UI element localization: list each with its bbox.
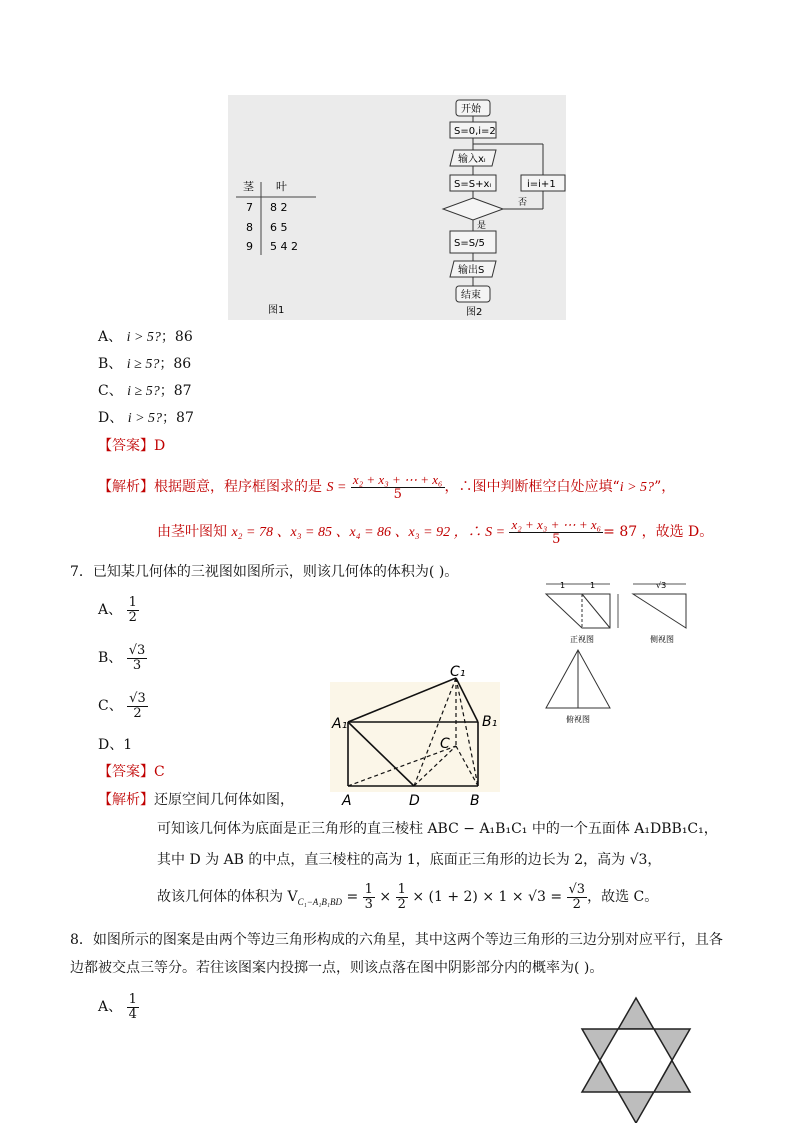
label-b1: B₁ xyxy=(482,714,498,730)
option-label: A、 xyxy=(98,329,123,345)
label-c: C xyxy=(440,736,450,752)
three-views-figure xyxy=(538,578,698,728)
label-c1: C₁ xyxy=(450,664,466,680)
answer-value: C xyxy=(154,764,165,780)
analysis-text: = 87 ，故选 D。 xyxy=(603,524,714,540)
flow-yes: 是 xyxy=(477,221,487,231)
fraction-numerator: 1 xyxy=(128,594,137,610)
hexagram-svg xyxy=(576,996,696,1123)
fraction-denominator: 5 xyxy=(552,531,561,547)
analysis-text: = xyxy=(342,889,363,905)
option-value: ；87 xyxy=(159,383,192,399)
analysis-cond: i > 5? xyxy=(619,480,655,495)
fraction-numerator: √3 xyxy=(129,690,146,706)
side-dim: √3 xyxy=(656,581,667,590)
analysis-values: x₂ = 78 、x₃ = 85 、x₄ = 86 、x₃ = 92 ，∴ S = xyxy=(231,525,506,540)
flow-no: 否 xyxy=(518,198,528,208)
option-cond: i > 5? xyxy=(126,330,161,345)
q6-analysis-line1: 【解析】根据题意，程序框图求的是 S = $\frac{\text{x₂ + x₃ + ⋯ + x₆}}{5}$ ，∴图中判断框空白处应填“i > 5?”， xyxy=(98,471,676,502)
q7-analysis-1: 可知该几何体为底面是正三角形的直三棱柱 ABC − A₁B₁C₁ 中的一个五面体 A₁DBB₁C₁， xyxy=(157,821,718,837)
q6-option-b xyxy=(98,354,191,375)
sum-fraction-2 xyxy=(509,518,603,547)
fig2-caption: 图2 xyxy=(466,307,483,318)
answer-value: D xyxy=(154,438,166,454)
fig1-caption: 图1 xyxy=(268,305,285,316)
leaves-1: 6 5 xyxy=(270,221,288,234)
analysis-text: ，∴图中判断框空白处应填“ xyxy=(444,479,620,495)
q6-analysis-line2 xyxy=(157,517,713,548)
option-cond: i ≥ 5? xyxy=(126,357,160,372)
q7-answer xyxy=(98,762,165,782)
front-view-caption: 正视图 xyxy=(570,635,594,644)
flow-output: 输出S xyxy=(458,265,485,276)
answer-tag: 【答案】 xyxy=(98,764,154,780)
fraction-denominator: 3 xyxy=(132,657,142,673)
fraction-denominator: 2 xyxy=(133,705,142,721)
flow-divide: S=S/5 xyxy=(454,238,485,249)
flow-update: S=S+xᵢ xyxy=(454,179,492,190)
analysis-text: 由茎叶图知 xyxy=(157,524,227,540)
front-dim-1: 1 xyxy=(560,581,566,590)
leaves-0: 8 2 xyxy=(270,201,288,214)
fraction-numerator: x₂ + x₃ + ⋯ + x₆ xyxy=(352,471,443,487)
q7-option-a xyxy=(98,593,139,627)
fraction-numerator: 1 xyxy=(128,991,137,1007)
q7-option-c xyxy=(98,689,148,723)
option-label: A、 xyxy=(98,999,123,1015)
fraction-denominator: 5 xyxy=(393,486,402,502)
analysis-text: 故该几何体的体积为 V xyxy=(157,889,298,905)
solid-svg xyxy=(330,662,505,810)
scan-figure-svg xyxy=(228,95,566,320)
fraction-denominator: 4 xyxy=(128,1006,137,1022)
volume-subscript: C₁−A₁B₁BD xyxy=(297,896,343,907)
sum-fraction xyxy=(351,473,445,502)
q7-option-d xyxy=(98,735,132,755)
stem-header: 茎 xyxy=(243,180,254,193)
label-b: B xyxy=(470,793,480,809)
front-dim-2: 1 xyxy=(590,581,596,590)
leaves-2: 5 4 2 xyxy=(270,240,298,253)
side-view-caption: 侧视图 xyxy=(650,635,674,644)
option-label: B、 xyxy=(98,356,123,372)
three-views-svg xyxy=(538,578,698,728)
flow-increment: i=i+1 xyxy=(527,179,556,190)
stem-2: 9 xyxy=(246,240,253,253)
fraction-numerator: √3 xyxy=(128,642,146,658)
option-label: C、 xyxy=(98,383,123,399)
label-a: A xyxy=(342,793,352,809)
option-label: A、 xyxy=(98,602,123,618)
option-value: 1 xyxy=(123,737,133,753)
flow-end: 结束 xyxy=(461,290,481,301)
q7-analysis-0 xyxy=(98,790,294,810)
option-value: ；86 xyxy=(159,356,192,372)
q7-analysis-3: 故该几何体的体积为 $V_{C_1-A_1B_1BD}$ = $\frac{1}{3}$ × $\frac{1}{2}$ × (1 + 2) × 1 × √3 = $\frac{√3}{2}$ ，故选 C。 xyxy=(157,881,659,912)
option-cond: i ≥ 5? xyxy=(127,384,160,399)
label-a1: A₁ xyxy=(332,716,348,732)
stem-1: 8 xyxy=(246,221,253,234)
solid-figure xyxy=(330,662,505,810)
flow-start: 开始 xyxy=(461,104,481,115)
q6-answer xyxy=(98,436,165,456)
option-value: ；87 xyxy=(162,410,194,426)
flow-init: S=0,i=2 xyxy=(454,126,496,137)
analysis-text: × (1 + 2) × 1 × √3 = xyxy=(412,889,563,905)
q8-stem-2: 边都被交点三等分。若往该图案内投掷一点，则该点落在图中阴影部分内的概率为( )。 xyxy=(70,960,604,976)
analysis-tag: 【解析】 xyxy=(98,792,154,808)
q8-stem-1: 8．如图所示的图案是由两个等边三角形构成的六角星，其中这两个等边三角形的三边分别对应平行，且各 xyxy=(70,932,723,948)
option-label: B、 xyxy=(98,650,123,666)
option-label: D、 xyxy=(98,737,124,753)
q6-option-d xyxy=(98,408,194,429)
scan-figure xyxy=(228,95,566,320)
answer-tag: 【答案】 xyxy=(98,438,154,454)
option-value: ；86 xyxy=(160,329,193,345)
stem-0: 7 xyxy=(246,201,253,214)
hexagram-figure xyxy=(576,996,696,1123)
label-d: D xyxy=(409,793,420,809)
analysis-tag: 【解析】 xyxy=(98,479,154,495)
q8-option-a xyxy=(98,990,139,1024)
analysis-text: 还原空间几何体如图， xyxy=(154,792,294,808)
analysis-text: ”， xyxy=(654,479,676,495)
q7-option-b xyxy=(98,641,147,675)
q6-option-a xyxy=(98,327,193,348)
option-label: D、 xyxy=(98,410,124,426)
q6-option-c xyxy=(98,381,192,402)
fraction-denominator: 2 xyxy=(128,609,137,625)
leaf-header: 叶 xyxy=(276,180,287,193)
q7-analysis-2: 其中 D 为 AB 的中点，直三棱柱的高为 1，底面正三角形的边长为 2，高为 √3， xyxy=(157,852,662,868)
flow-input: 输入xᵢ xyxy=(458,154,486,165)
analysis-text: 根据题意，程序框图求的是 xyxy=(154,479,322,495)
option-label: C、 xyxy=(98,698,123,714)
option-cond: i > 5? xyxy=(127,411,163,426)
fraction-numerator: x₂ + x₃ + ⋯ + x₆ xyxy=(511,516,602,532)
q7-stem: 7．已知某几何体的三视图如图所示，则该几何体的体积为( )。 xyxy=(70,564,459,580)
analysis-text: ，故选 C。 xyxy=(587,889,659,905)
top-view-caption: 俯视图 xyxy=(566,715,590,724)
